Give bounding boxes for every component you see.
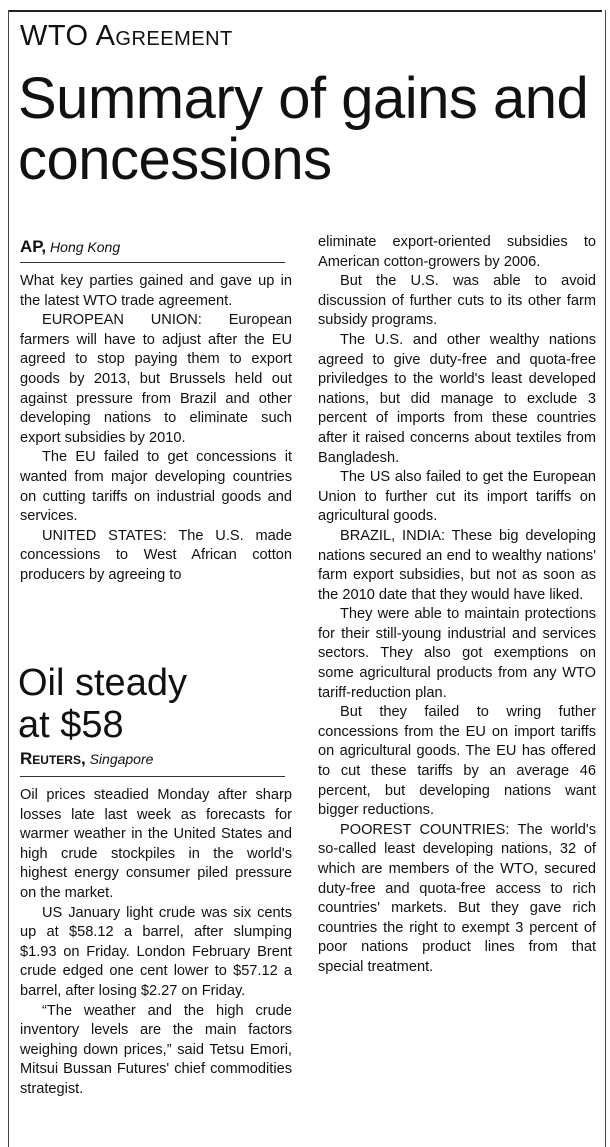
paragraph: The U.S. and other wealthy nations agreed to give duty-free and quota-free priviledges to the world's least developed nations, but did manage to exclude 3 percent of imports from these countries after it raised concerns about textiles from Bangladesh. [318, 331, 596, 466]
paragraph: US January light crude was six cents up at $58.12 a barrel, after slumping $1.93 on Friday. London February Brent crude edged one cent lower to $57.12 a barrel, after losing $2.27 on Friday. [20, 904, 292, 999]
left-rule [8, 10, 9, 1147]
byline-source: AP, [20, 237, 47, 256]
article-byline [20, 237, 120, 257]
paragraph: EUROPEAN UNION: European farmers will have to adjust after the EU agreed to stop paying them to export goods by 2013, but Brussels held out against pressure from Brazil and other developing nations to eliminate such export subsidies by 2010. [20, 312, 292, 446]
article-column-2 [318, 233, 596, 978]
paragraph: They were able to maintain protections for their still-young industrial and services sectors. They also got exemptions on some agricultural products from any WTO tariff-reduction plan. [318, 606, 596, 701]
paragraph: But the U.S. was able to avoid discussion of further cuts to its other farm subsidy programs. [318, 273, 596, 329]
oil-headline: Oil steady at $58 [18, 662, 187, 746]
paragraph: “The weather and the high crude inventory levels are the main factors weighing down prices,” said Tetsu Emori, Mitsui Bussan Futures' chief commodities strategist. [20, 1002, 292, 1097]
byline-location: Hong Kong [50, 239, 121, 255]
oil-byline [20, 749, 153, 769]
byline-rule [20, 776, 285, 777]
paragraph: eliminate export-oriented subsidies to American cotton-growers by 2006. [318, 234, 596, 270]
paragraph: The EU failed to get concessions it wanted from major developing countries on cutting tariffs on industrial goods and services. [20, 449, 292, 525]
paragraph: UNITED STATES: The U.S. made concessions to West African cotton producers by agreeing to [20, 527, 292, 583]
top-rule [8, 10, 602, 12]
article-kicker: WTO Agreement [20, 20, 233, 52]
article-headline: Summary of gains and concessions [18, 66, 589, 192]
paragraph: What key parties gained and gave up in the latest WTO trade agreement. [20, 273, 292, 309]
oil-article-body [20, 786, 292, 1100]
paragraph: Oil prices steadied Monday after sharp losses late last week as forecasts for warmer weather in the United States and high crude stockpiles in the world's highest energy consumer piled pressure on the market. [20, 787, 292, 901]
article-column-1 [20, 272, 292, 586]
paragraph: POOREST COUNTRIES: The world's so-called least developing nations, 32 of which are members of the WTO, secured duty-free and quota-free access to rich countries' markets. But they gave rich countries the right to exempt 3 percent of poor nations product lines from that special treatment. [318, 821, 596, 975]
byline-source: Reuters, [20, 749, 86, 768]
paragraph: But they failed to wring futher concessions from the EU on import tariffs on agricultural goods. The EU has offered to cut these tariffs by an average 46 percent, but developing nations want bigger reductions. [318, 704, 596, 819]
byline-location: Singapore [89, 751, 154, 767]
right-rule [605, 10, 606, 1147]
paragraph: The US also failed to get the European Union to further cut its import tariffs on agricultural goods. [318, 469, 596, 525]
byline-rule [20, 262, 285, 263]
paragraph: BRAZIL, INDIA: These big developing nations secured an end to wealthy nations' farm export subsidies, but not as soon as the 2010 date that they would have liked. [318, 527, 596, 603]
